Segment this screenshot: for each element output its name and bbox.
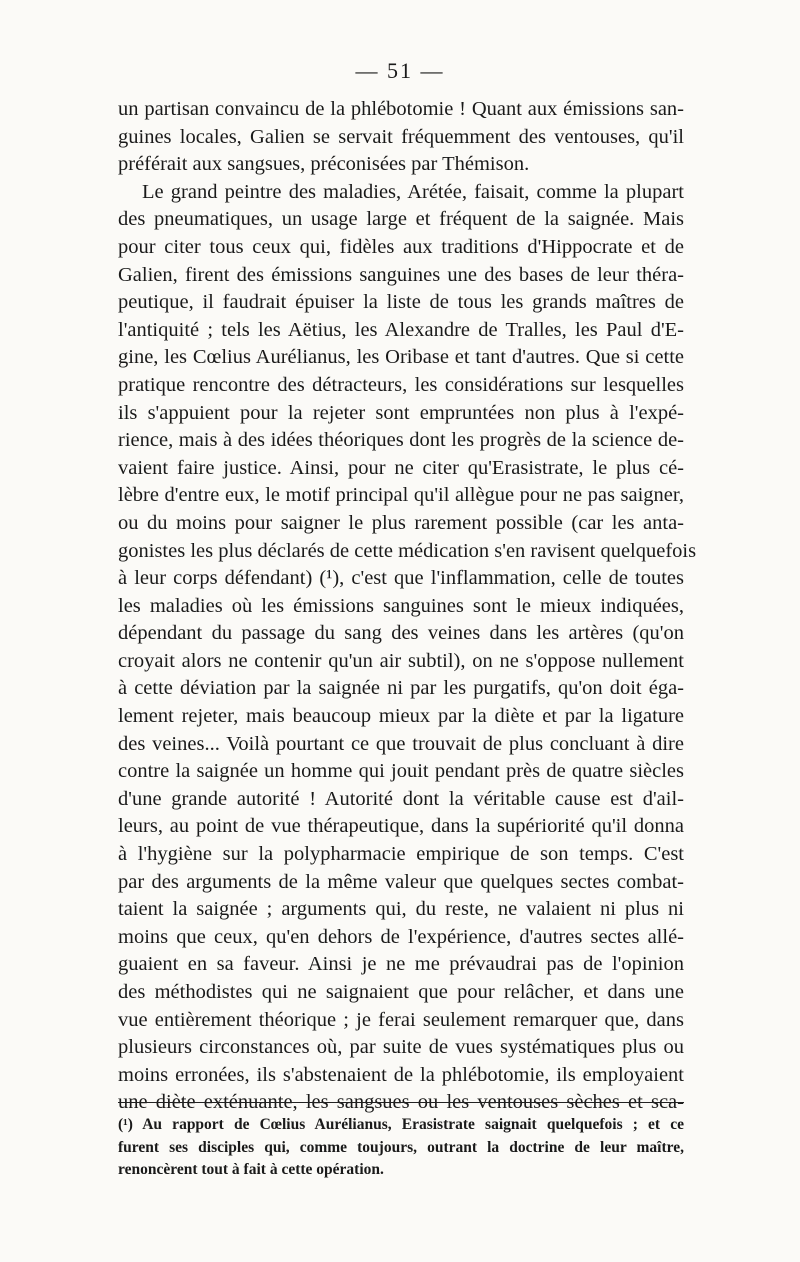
text-line: par des arguments de la même valeur que quelques sectes combat-	[118, 870, 684, 893]
text-line: gine, les Cœlius Aurélianus, les Oribase et tant d'autres. Que si cette	[118, 346, 684, 369]
text-line: à leur corps défendant) (¹), c'est que l'inflammation, celle de toutes	[118, 567, 684, 590]
text-line: des pneumatiques, un usage large et fréquent de la saignée. Mais	[118, 208, 684, 231]
text-line: moins que ceux, qu'en dehors de l'expérience, d'autres sectes allé-	[118, 925, 684, 948]
text-line: guines locales, Galien se servait fréquemment des ventouses, qu'il	[118, 125, 684, 148]
text-line: ils s'appuient pour la rejeter sont empruntées non plus à l'expé-	[118, 401, 684, 424]
text-line: ou du moins pour saigner le plus rarement possible (car les anta-	[118, 511, 684, 534]
text-line: Le grand peintre des maladies, Arétée, faisait, comme la plupart	[142, 180, 684, 203]
text-line: rience, mais à des idées théoriques dont les progrès de la science de-	[118, 429, 684, 452]
footnote	[118, 1114, 684, 1182]
footnote-line: (¹) Au rapport de Cœlius Aurélianus, Erasistrate saignait quelquefois ; et ce	[118, 1116, 684, 1133]
text-line: à cette déviation par la saignée ni par les purgatifs, qu'on doit éga-	[118, 677, 684, 700]
text-line: contre la saignée un homme qui jouit pendant près de quatre siècles	[118, 760, 684, 783]
text-line: des méthodistes qui ne saignaient que pour relâcher, et dans une	[118, 981, 684, 1003]
page-number: — 51 —	[355, 58, 445, 83]
footnote-rule	[118, 1102, 684, 1103]
text-line: taient la saignée ; arguments qui, du reste, ne valaient ni plus ni	[118, 898, 684, 921]
text-line: peutique, il faudrait épuiser la liste de tous les grands maîtres de	[118, 291, 684, 314]
text-line: Galien, firent des émissions sanguines une des bases de leur théra-	[118, 263, 684, 286]
text-line: plusieurs circonstances où, par suite de vues systématiques plus ou	[118, 1036, 684, 1059]
text-line: leurs, au point de vue thérapeutique, dans la supériorité qu'il donna	[118, 815, 684, 838]
text-line: préférait aux sangsues, préconisées par Thémison.	[118, 153, 530, 176]
text-line: l'antiquité ; tels les Aëtius, les Alexandre de Tralles, les Paul d'E-	[118, 318, 684, 341]
text-line: vue entièrement théorique ; je ferai seulement remarquer que, dans	[118, 1008, 684, 1031]
text-line: lement rejeter, mais beaucoup mieux par la diète et par la ligature	[118, 705, 684, 728]
text-line: un partisan convaincu de la phlébotomie ! Quant aux émissions san-	[118, 98, 684, 120]
body-text	[118, 96, 697, 1117]
text-line: guaient en sa faveur. Ainsi je ne me prévaudrai pas de l'opinion	[118, 953, 684, 976]
text-line: lèbre d'entre eux, le motif principal qu'il allègue pour ne pas saigner,	[118, 484, 684, 507]
text-line: gonistes les plus déclarés de cette médication s'en ravisent quelquefois	[118, 539, 697, 562]
text-line: moins erronées, ils s'abstenaient de la phlébotomie, ils employaient	[118, 1063, 684, 1086]
text-line: les maladies où les émissions sanguines sont le mieux indiquées,	[118, 594, 684, 617]
text-line: pour citer tous ceux qui, fidèles aux traditions d'Hippocrate et de	[118, 235, 684, 258]
footnote-line: furent ses disciples qui, comme toujours, outrant la doctrine de leur maître,	[118, 1138, 684, 1156]
text-line: d'une grande autorité ! Autorité dont la véritable cause est d'ail-	[118, 787, 684, 810]
text-line: pratique rencontre des détracteurs, les considérations sur lesquelles	[118, 373, 684, 396]
text-line: à l'hygiène sur la polypharmacie empirique de son temps. C'est	[118, 843, 684, 866]
text-line: une diète exténuante, les sangsues ou les ventouses sèches et sca-	[118, 1091, 684, 1114]
text-line: des veines... Voilà pourtant ce que trouvait de plus concluant à dire	[118, 732, 684, 755]
text-line: dépendant du passage du sang des veines dans les artères (qu'on	[118, 622, 684, 645]
text-line: vaient faire justice. Ainsi, pour ne citer qu'Erasistrate, le plus cé-	[118, 456, 684, 479]
footnote-line: renoncèrent tout à fait à cette opération.	[118, 1161, 384, 1178]
text-line: croyait alors ne contenir qu'un air subtil), on ne s'oppose nullement	[118, 649, 684, 672]
